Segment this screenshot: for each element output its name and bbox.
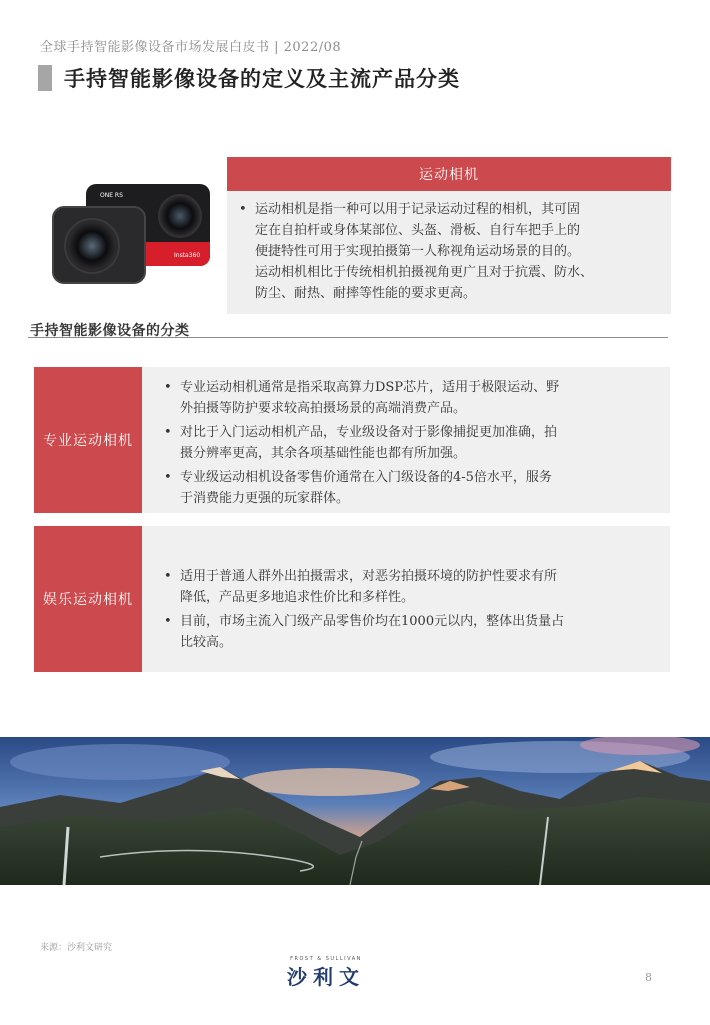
list-item	[164, 611, 648, 653]
bullet-icon: •	[164, 425, 172, 440]
running-title: 全球手持智能影像设备市场发展白皮书 | 2022/08	[40, 40, 342, 55]
mountain-panorama-image	[0, 737, 710, 885]
camera-logo-text: ONE RS	[100, 192, 123, 199]
definition-line: 定在自拍杆或身体某部位、头盔、滑板、自行车把手上的	[255, 223, 581, 238]
definition-line: 运动相机相比于传统相机拍摄视角更广且对于抗震、防水、	[255, 265, 594, 280]
definition-line: 便捷特性可用于实现拍摄第一人称视角运动场景的目的。	[255, 244, 581, 259]
bullet-icon: •	[239, 202, 247, 217]
item-line: 摄分辨率更高，其余各项基础性能也都有所加强。	[180, 446, 467, 461]
item-line: 外拍摄等防护要求较高拍摄场景的高端消费产品。	[180, 401, 467, 416]
camera-brand-text: Insta360	[174, 252, 201, 259]
item-line: 降低，产品更多地追求性价比和多样性。	[180, 590, 415, 605]
item-line: 对比于入门运动相机产品，专业级设备对于影像捕捉更加准确，拍	[180, 425, 558, 440]
title-marker	[38, 65, 52, 91]
panorama-svg	[0, 737, 710, 885]
definition-box	[227, 157, 671, 314]
definition-line: 防尘、耐热、耐摔等性能的要求更高。	[255, 286, 477, 301]
item-line: 于消费能力更强的玩家群体。	[180, 491, 350, 506]
camera-housing-lens-icon	[64, 218, 120, 274]
action-camera-image	[48, 180, 218, 280]
definition-heading: 运动相机	[227, 157, 671, 191]
list-item	[164, 377, 648, 419]
item-line: 专业运动相机通常是指采取高算力DSP芯片，适用于极限运动、野	[180, 380, 560, 395]
category-body	[164, 566, 648, 656]
camera-lens-icon	[158, 194, 202, 238]
page-title: 手持智能影像设备的定义及主流产品分类	[64, 66, 460, 91]
bullet-icon: •	[164, 614, 172, 629]
source-note: 来源：沙利文研究	[40, 943, 113, 953]
item-line: 专业级运动相机设备零售价通常在入门级设备的4-5倍水平，服务	[180, 470, 552, 485]
section-divider	[28, 337, 668, 338]
item-line: 适用于普通人群外出拍摄需求，对恶劣拍摄环境的防护性要求有所	[180, 569, 558, 584]
bullet-icon: •	[164, 470, 172, 485]
definition-text	[255, 199, 593, 304]
definition-body	[227, 191, 671, 304]
list-item	[164, 566, 648, 608]
definition-line: 运动相机是指一种可以用于记录运动过程的相机，其可固	[255, 202, 581, 217]
item-line: 目前，市场主流入门级产品零售价均在1000元以内，整体出货量占	[180, 614, 565, 629]
bullet-icon: •	[164, 569, 172, 584]
list-item	[164, 467, 648, 509]
item-line: 比较高。	[180, 635, 233, 650]
logo-english: FROST & SULLIVAN	[290, 956, 362, 962]
classification-label: 手持智能影像设备的分类	[30, 323, 190, 339]
category-label: 专业运动相机	[34, 367, 142, 513]
category-entertainment	[34, 526, 670, 672]
page-number: 8	[645, 971, 652, 984]
frost-sullivan-logo	[276, 956, 376, 990]
bullet-icon: •	[164, 380, 172, 395]
page-title-row	[38, 63, 460, 93]
list-item	[164, 422, 648, 464]
category-body	[164, 377, 648, 512]
category-label: 娱乐运动相机	[34, 526, 142, 672]
logo-chinese: 沙利文	[287, 965, 365, 989]
category-professional	[34, 367, 670, 513]
